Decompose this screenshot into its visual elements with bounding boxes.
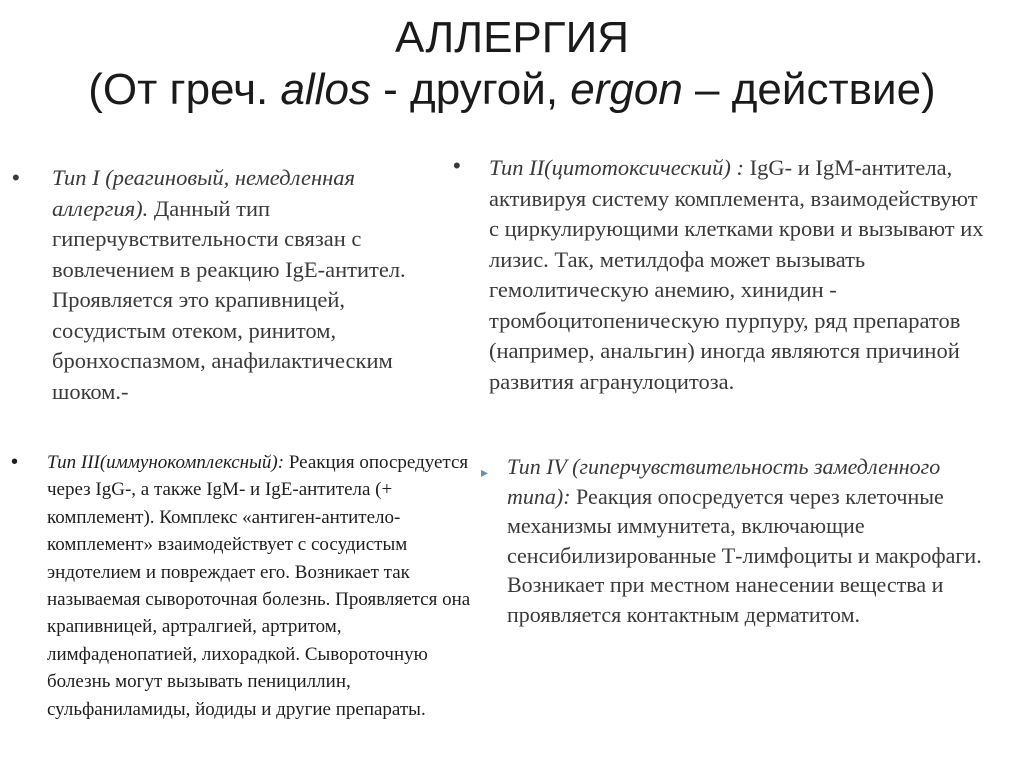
title-mid: - другой, [370,65,571,114]
type-3-block [11,449,487,723]
title-prefix: (От греч. [88,65,281,114]
type-3-name: Тип III(иммунокомплексный): [47,452,285,473]
bullet-icon: • [11,451,19,473]
bullet-icon: • [453,153,461,178]
type-4-block [481,452,997,629]
type-2-text: IgG- и IgM-антитела, активируя систему комплемента, взаимодействуют с циркулирующими клетками крови и вызывают их лизис. Так, метилдофа может вызывать гемолитическую анемию, хинидин - тромбоцитопеническую пурпуру, ряд препаратов (например, анальгин) иногда являются причиной развития агранулоцитоза. [489,155,984,394]
type-1-block [12,163,422,407]
type-1-text: Данный тип гиперчувствительности связан с вовлечением в реакцию IgE-антител. Проявляется это крапивницей, сосудистым отеком, ринитом, бронхоспазмом, анафилактическим шоком.- [52,195,406,404]
type-4-text: Реакция опосредуется через клеточные механизмы иммунитета, включающие сенсибилизированные Т-лимфоциты и макрофаги. Возникает при местном нанесении вещества и проявляется контактным дерматитом. [507,483,982,627]
arrow-bullet-icon: ▸ [481,464,489,480]
type-1-name: Тип I (реагиновый, немедленная аллергия). [52,165,355,221]
title-word-allos: allos [280,65,371,114]
type-2-name: Тип II(цитотоксический) : [489,155,745,180]
slide-title [0,12,1024,116]
type-2-block [453,153,989,397]
title-main: АЛЛЕРГИЯ [395,13,629,62]
bullet-icon: • [12,165,20,190]
type-3-text: Реакция опосредуется через IgG-, а также IgM- и IgE-антитела (+ комплемент). Комплекс «антиген-антитело-комплемент» взаимодействует с сосудистым эндотелием и повреждает его. Возникает так называемая сывороточная болезнь. Проявляется она крапивницей, артралгией, артритом, лимфаденопатией, лихорадкой. Сывороточную болезнь могут вызывать пенициллин, сульфаниламиды, йодиды и другие препараты. [47,452,471,720]
title-word-ergon: ergon [570,65,683,114]
type-4-name: Тип IV (гиперчувствительность замедленного типа): [507,454,941,509]
title-suffix: – действие) [682,65,936,114]
title-subtitle [0,64,1024,116]
